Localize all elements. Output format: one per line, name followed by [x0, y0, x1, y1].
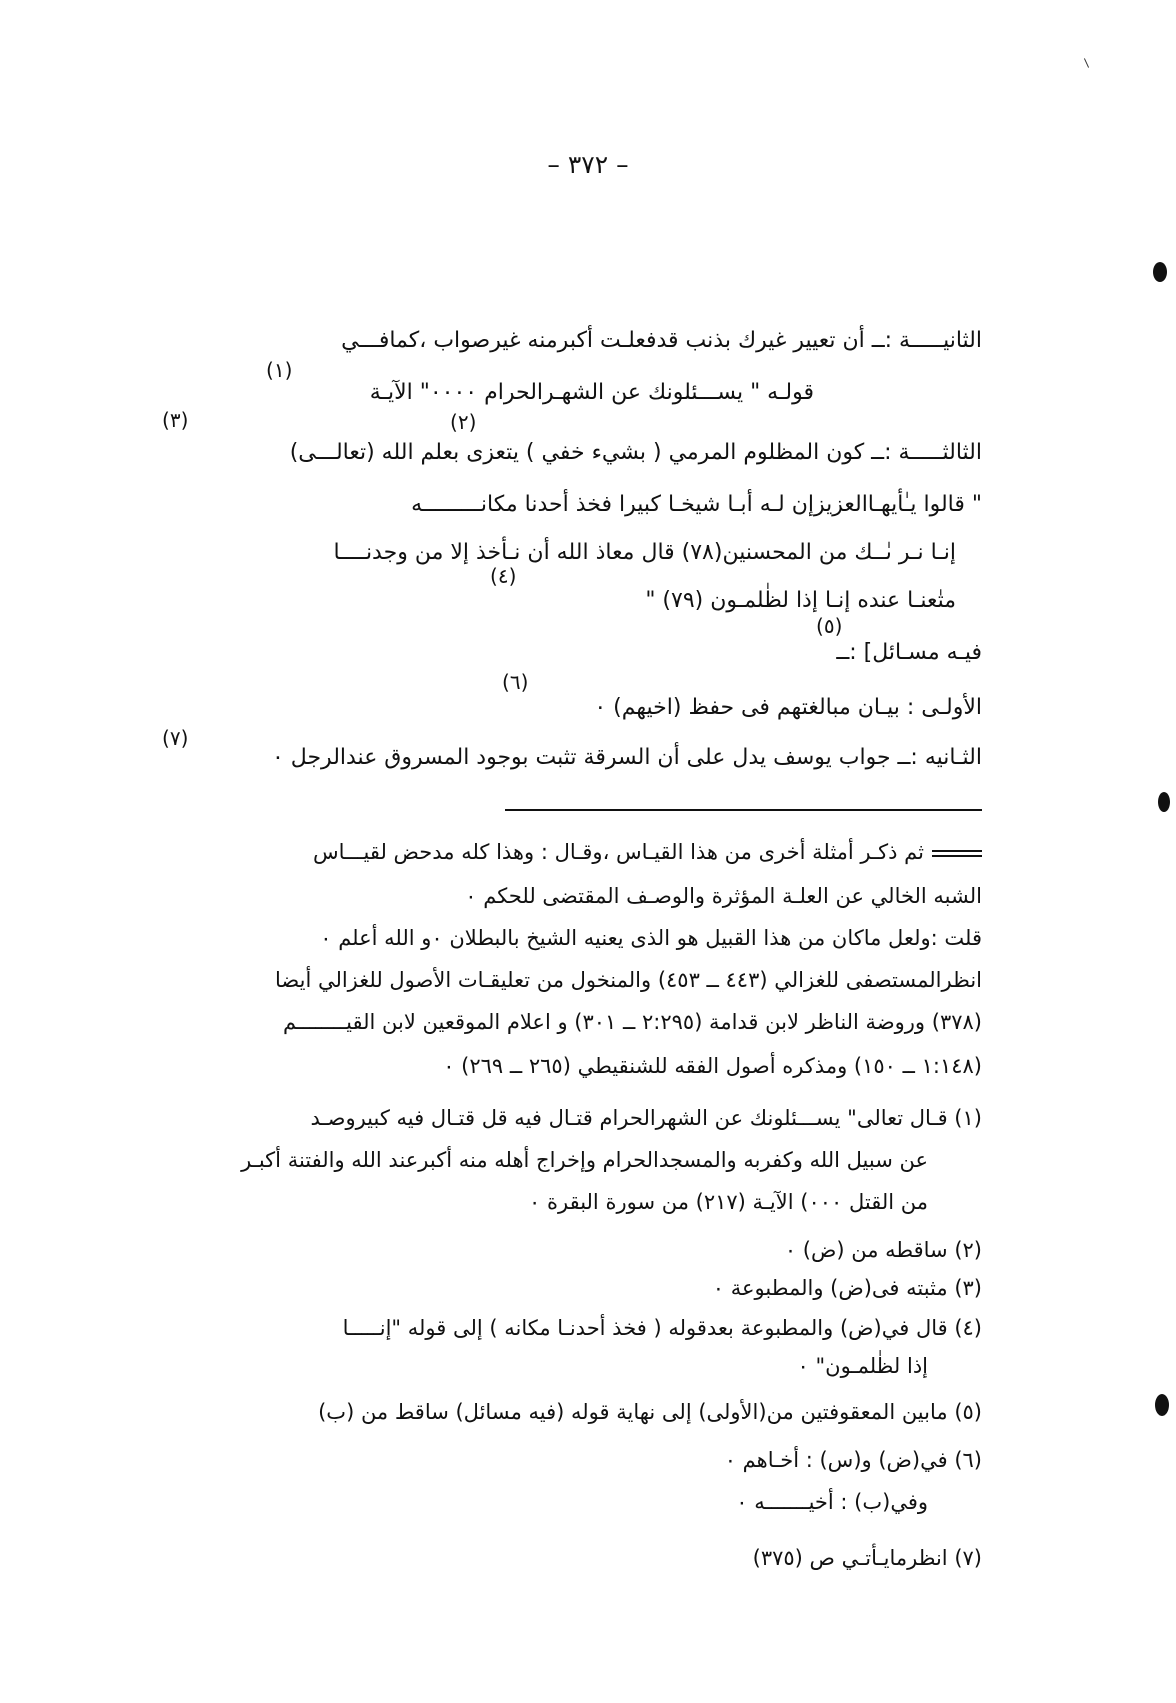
text-line: فيـه مسـائل] :ــ: [836, 640, 982, 665]
text-line: إنـا نـر ىٰــك من المحسنين(٧٨) قال معاذ الله أن نـأخذ إلا من وجدنــــا: [333, 540, 956, 565]
footnote-separator: [505, 809, 982, 811]
text-line: الثـانيه :ــ جواب يوسف يدل على أن السرقة تثبت بوجود المسروق عندالرجل ٠: [271, 745, 982, 770]
scan-mark: [1153, 262, 1167, 282]
page-number: – ٣٧٢ –: [547, 150, 629, 179]
footnote-marker: (٣): [162, 408, 189, 432]
text-line: قولـه " يســـئلونك عن الشهـرالحرام ٠٠٠٠" الآيـة: [369, 380, 814, 405]
footnote: وفي(ب) : أخيـــــــه ٠: [736, 1490, 928, 1514]
scan-mark: [1158, 792, 1170, 812]
footnote-marker: (٤): [490, 564, 517, 588]
footnote: عن سبيل الله وكفربه والمسجدالحرام وإخراج أهله منه أكبرعند الله والفتنة أكبـر: [241, 1148, 928, 1172]
continuation-mark: [932, 850, 982, 857]
text-line: متٰعنـا عنده إنـا إذا لظٰلمـون (٧٩) ": [645, 588, 956, 613]
footnote-marker: (٥): [816, 614, 843, 638]
footnote: إذا لظٰلمـون" ٠: [797, 1354, 928, 1378]
text-line: " قالوا يـٰأيهـاالعزيزإن لـه أبـا شيخـا كبيرا فخذ أحدنا مكانـــــــــه: [411, 492, 982, 517]
scan-speck: [1084, 58, 1089, 67]
footnote-marker: (٢): [450, 410, 477, 434]
footnote: (٧) انظرمايـأتـي ص (٣٧٥): [752, 1546, 982, 1570]
note-line: (٣٧٨) وروضة الناظر لابن قدامة (٢:٢٩٥ ــ ٣٠١) و اعلام الموقعين لابن القيــــــــم: [282, 1010, 982, 1034]
note-line: ثم ذكـر أمثلة أخرى من هذا القيـاس ،وقـال : وهذا كله مدحض لقيـــاس: [313, 840, 982, 865]
note-line: قلت :ولعل ماكان من هذا القبيل هو الذى يعنيه الشيخ بالبطلان ٠و الله أعلم ٠: [320, 926, 982, 950]
scan-mark: [1155, 1394, 1169, 1416]
note-line: انظرالمستصفى للغزالي (٤٤٣ ــ ٤٥٣) والمنخول من تعليقـات الأصول للغزالي أيضا: [274, 968, 982, 992]
note-line: (١:١٤٨ ــ ١٥٠) ومذكره أصول الفقه للشنقيطي (٢٦٥ ــ ٢٦٩) ٠: [443, 1054, 982, 1078]
footnote-marker: (٧): [162, 726, 189, 750]
footnote: (٢) ساقطه من (ض) ٠: [784, 1238, 982, 1262]
footnote: من القتل ٠٠٠) الآيـة (٢١٧) من سورة البقرة ٠: [529, 1190, 928, 1214]
text-line: الأولـى : بيـان مبالغتهم فى حفظ (اخيهم) ٠: [594, 695, 982, 720]
text-line: الثالثـــــة :ــ كون المظلوم المرمي ( بشيء خفي ) يتعزى بعلم الله (تعالـــى): [289, 440, 982, 465]
text-line: الثانيـــــة :ــ أن تعيير غيرك بذنب قدفعلـت أكبرمنه غيرصواب ،كمافـــي: [341, 328, 982, 353]
footnote-marker: (١): [266, 358, 293, 382]
footnote: (٣) مثبته فى(ض) والمطبوعة ٠: [712, 1276, 982, 1300]
footnote: (٤) قال في(ض) والمطبوعة بعدقوله ( فخذ أحدنـا مكانه ) إلى قوله "إنـــــا: [342, 1316, 982, 1340]
footnote-marker: (٦): [502, 670, 529, 694]
note-line: الشبه الخالي عن العلـة المؤثرة والوصـف المقتضى للحكم ٠: [465, 884, 982, 908]
footnote: (١) قـال تعالى" يســـئلونك عن الشهرالحرام قتـال فيه قل قتـال فيه كبيروصـد: [310, 1106, 982, 1130]
footnote: (٦) في(ض) و(س) : أخـاهم ٠: [724, 1448, 982, 1472]
footnote: (٥) مابين المعقوفتين من(الأولى) إلى نهاية قوله (فيه مسائل) ساقط من (ب): [318, 1400, 982, 1424]
